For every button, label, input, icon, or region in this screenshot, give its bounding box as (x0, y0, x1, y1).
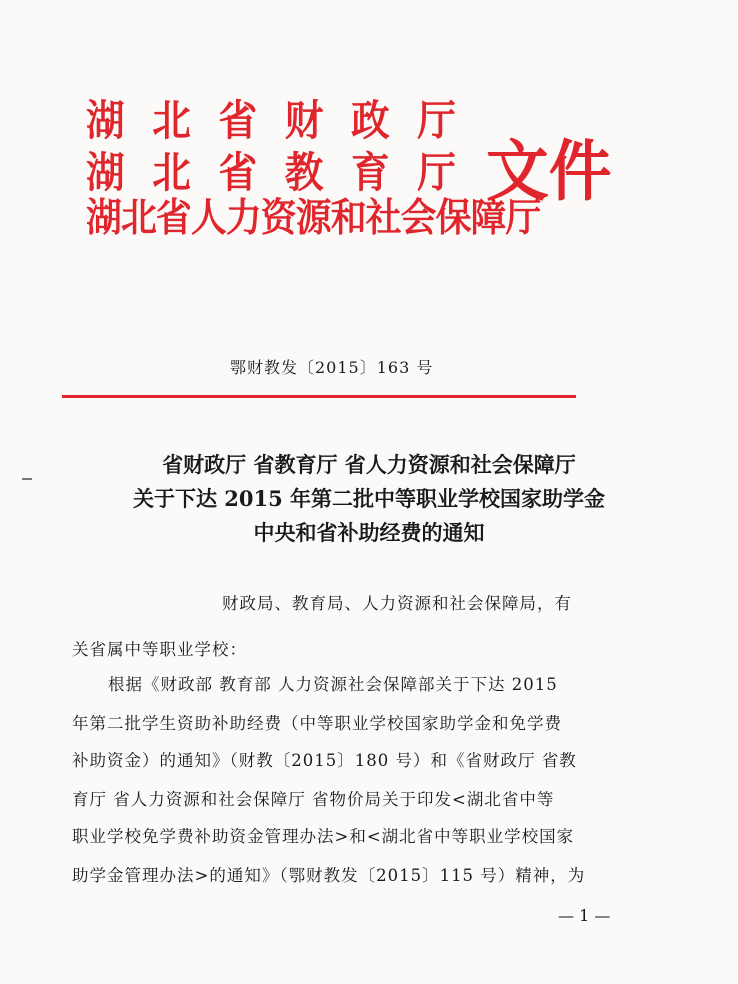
body-line: 补助资金）的通知》（财教〔2015〕180 号）和《省财政厅 省教 (72, 751, 577, 770)
title-line-3: 中央和省补助经费的通知 (253, 520, 485, 545)
title-line-1: 省财政厅 省教育厅 省人力资源和社会保障厅 (162, 452, 576, 477)
document-number: 鄂财教发〔2015〕163 号 (230, 358, 434, 377)
letterhead-line-2: 湖北省教育厅 (86, 148, 484, 197)
letterhead-line-1: 湖北省财政厅 (86, 96, 484, 145)
addressee-line-2: 关省属中等职业学校： (72, 640, 247, 659)
body-line: 根据《财政部 教育部 人力资源社会保障部关于下达 2015 (108, 675, 558, 694)
body-line: 职业学校免学费补助资金管理办法>和<湖北省中等职业学校国家 (72, 827, 575, 846)
letterhead-suffix: 文件 (486, 133, 612, 210)
body-line: 年第二批学生资助补助经费（中等职业学校国家助学金和免学费 (72, 714, 562, 733)
body-line: 育厅 省人力资源和社会保障厅 省物价局关于印发<湖北省中等 (72, 790, 555, 809)
page-number: — 1 — (558, 906, 611, 925)
red-divider (62, 395, 576, 398)
body-line: 助学金管理办法>的通知》（鄂财教发〔2015〕115 号）精神，为 (72, 866, 586, 885)
addressee-line-1: 财政局、教育局、人力资源和社会保障局，有 (222, 594, 572, 613)
title-line-2: 关于下达 2015 年第二批中等职业学校国家助学金 (132, 486, 606, 511)
letterhead-line-3: 湖北省人力资源和社会保障厅 (86, 196, 541, 241)
